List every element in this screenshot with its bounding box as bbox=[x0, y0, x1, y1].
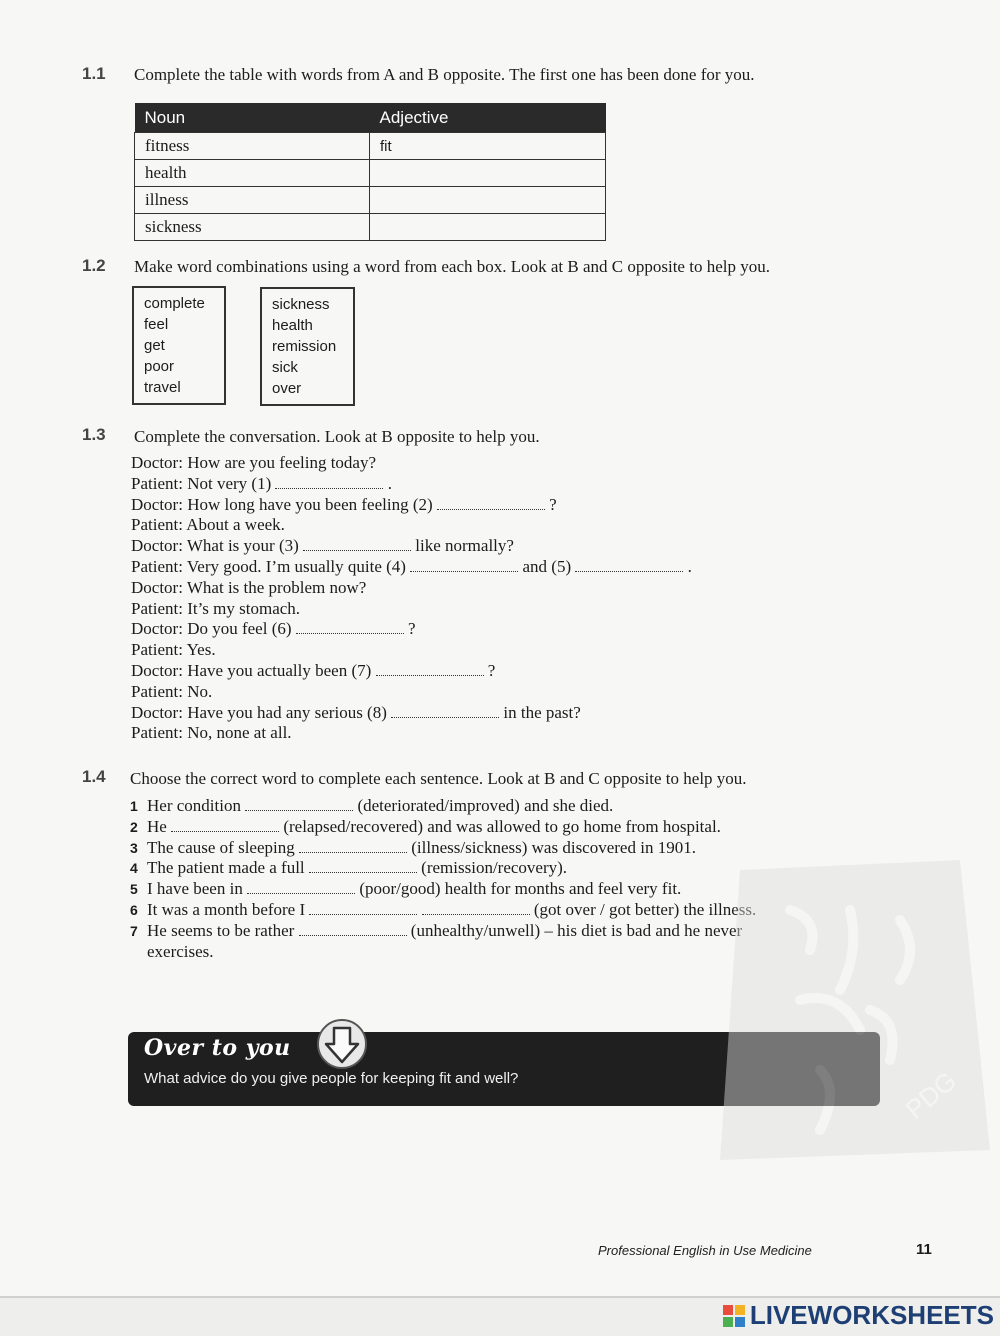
table-row bbox=[135, 187, 606, 214]
line-text: Have you actually been (7) bbox=[187, 660, 372, 680]
speaker: Patient: bbox=[131, 681, 183, 701]
word-box-2 bbox=[260, 287, 355, 406]
line-text: in the past? bbox=[503, 702, 581, 722]
sentence-text: Her condition bbox=[147, 796, 241, 815]
conversation-line bbox=[131, 536, 692, 557]
exercise-1-1-number: 1.1 bbox=[82, 64, 106, 83]
answer-input[interactable] bbox=[299, 840, 407, 853]
sentence-text: (deteriorated/improved) and she died. bbox=[357, 796, 614, 815]
line-text: Not very (1) bbox=[187, 473, 272, 493]
speaker: Patient: bbox=[131, 598, 183, 618]
word-box-item: poor bbox=[144, 358, 175, 375]
sentence-number: 3 bbox=[130, 839, 138, 856]
noun-adjective-table bbox=[134, 103, 606, 241]
banner-text: What advice do you give people for keeping fit and well? bbox=[144, 1070, 519, 1087]
word-box-item: sick bbox=[272, 359, 298, 376]
answer-input[interactable] bbox=[299, 923, 407, 936]
noun-cell: fitness bbox=[135, 133, 370, 160]
conversation-line bbox=[131, 515, 692, 536]
speaker: Doctor: bbox=[131, 702, 183, 722]
sentence-text: He seems to be rather bbox=[147, 920, 295, 940]
speaker: Patient: bbox=[131, 473, 183, 493]
word-box-item: health bbox=[272, 317, 313, 334]
gap-7-input[interactable] bbox=[376, 663, 484, 676]
answer-input[interactable] bbox=[245, 798, 353, 811]
line-text: Very good. I’m usually quite (4) bbox=[186, 556, 406, 576]
word-box-item: feel bbox=[144, 316, 169, 333]
sentence-text: (poor/good) health for months and feel very fit. bbox=[359, 879, 682, 899]
line-text: . bbox=[387, 473, 392, 493]
book-title: Professional English in Use Medicine bbox=[598, 1243, 812, 1258]
noun-cell: illness bbox=[135, 187, 370, 214]
answer-input[interactable] bbox=[309, 902, 417, 915]
sentence-text: (illness/sickness) was discovered in 1901. bbox=[411, 837, 696, 857]
table-row bbox=[135, 160, 606, 187]
sentence-number: 1 bbox=[130, 798, 138, 814]
conversation-line bbox=[131, 599, 692, 620]
word-box-item: sickness bbox=[272, 296, 330, 313]
line-text: What is the problem now? bbox=[186, 577, 367, 597]
speaker: Patient: bbox=[131, 556, 183, 576]
line-text: like normally? bbox=[415, 536, 514, 556]
line-text: Have you had any serious (8) bbox=[187, 702, 387, 722]
sentence-text: It was a month before I bbox=[147, 899, 306, 919]
sentence-text: (unhealthy/unwell) – his diet is bad and he never bbox=[410, 920, 743, 940]
seal-watermark bbox=[700, 850, 1000, 1170]
line-text: How are you feeling today? bbox=[187, 453, 377, 472]
sentence-text: exercises. bbox=[147, 941, 214, 961]
adjective-answer-input[interactable] bbox=[370, 214, 606, 241]
conversation-line bbox=[131, 495, 692, 516]
exercise-1-1-instruction: Complete the table with words from A and B opposite. The first one has been done for you. bbox=[134, 65, 755, 84]
table-row bbox=[135, 133, 606, 160]
sentence-number: 7 bbox=[130, 922, 138, 939]
gap-1-input[interactable] bbox=[275, 476, 383, 489]
line-text: Do you feel (6) bbox=[187, 619, 292, 639]
gap-4-input[interactable] bbox=[410, 559, 518, 572]
speaker: Doctor: bbox=[131, 619, 183, 639]
liveworksheets-logo[interactable] bbox=[723, 1300, 994, 1331]
line-text: Yes. bbox=[186, 640, 216, 660]
gap-3-input[interactable] bbox=[303, 538, 411, 551]
sentence-text: I have been in bbox=[147, 879, 243, 899]
speaker: Patient: bbox=[131, 640, 183, 660]
gap-8-input[interactable] bbox=[391, 705, 499, 718]
conversation-line bbox=[131, 578, 692, 599]
sentence-text: (relapsed/recovered) and was allowed to go home from hospital. bbox=[283, 816, 721, 836]
conversation-line bbox=[131, 703, 692, 724]
line-text: ? bbox=[549, 494, 557, 514]
conversation-line bbox=[131, 474, 692, 495]
line-text: No, none at all. bbox=[187, 723, 292, 743]
sentence-item bbox=[130, 796, 830, 817]
speaker: Doctor: bbox=[131, 536, 183, 556]
sentence-item bbox=[130, 817, 830, 838]
sentence-text: He bbox=[147, 816, 167, 836]
watermark-text: PDG bbox=[899, 1065, 963, 1125]
gap-5-input[interactable] bbox=[575, 559, 683, 572]
sentence-text: The patient made a full bbox=[147, 858, 305, 878]
table-header-adjective: Adjective bbox=[370, 103, 606, 133]
sentence-number: 6 bbox=[130, 901, 138, 918]
line-text: What is your (3) bbox=[186, 536, 299, 556]
down-arrow-icon bbox=[316, 1018, 368, 1070]
adjective-answer-input[interactable] bbox=[370, 187, 606, 214]
word-box-1 bbox=[132, 286, 226, 405]
banner-title: Over to you bbox=[144, 1035, 291, 1061]
speaker: Patient: bbox=[131, 515, 183, 535]
conversation-line bbox=[131, 640, 692, 661]
table-header-noun: Noun bbox=[135, 103, 370, 133]
line-text: No. bbox=[187, 681, 213, 701]
speaker: Doctor: bbox=[131, 453, 183, 472]
page-number: 11 bbox=[916, 1241, 932, 1258]
conversation bbox=[131, 453, 692, 744]
speaker: Doctor: bbox=[131, 577, 183, 597]
conversation-line bbox=[131, 557, 692, 578]
word-box-item: get bbox=[144, 337, 165, 354]
word-box-item: over bbox=[272, 380, 302, 397]
table-row bbox=[135, 214, 606, 241]
exercise-1-2-number: 1.2 bbox=[82, 256, 106, 275]
speaker: Doctor: bbox=[131, 660, 183, 680]
conversation-line bbox=[131, 661, 692, 682]
conversation-line bbox=[131, 453, 692, 474]
speaker: Doctor: bbox=[131, 494, 183, 514]
sentence-text: (remission/recovery). bbox=[421, 858, 568, 878]
word-box-item: remission bbox=[272, 338, 337, 355]
exercise-1-4-number: 1.4 bbox=[82, 767, 106, 786]
sentence-text: The cause of sleeping bbox=[147, 837, 295, 857]
noun-cell: health bbox=[135, 160, 370, 187]
line-text: ? bbox=[487, 660, 496, 680]
answer-input[interactable] bbox=[247, 881, 355, 894]
sentence-number: 2 bbox=[130, 818, 138, 835]
sentence-number: 5 bbox=[130, 881, 138, 898]
gap-2-input[interactable] bbox=[437, 497, 545, 510]
line-text: and (5) bbox=[522, 556, 572, 576]
line-text: It’s my stomach. bbox=[187, 598, 301, 618]
answer-input[interactable] bbox=[171, 819, 279, 832]
conversation-line bbox=[131, 723, 692, 744]
word-box-item: complete bbox=[144, 295, 205, 312]
line-text: . bbox=[687, 556, 692, 576]
answer-input[interactable] bbox=[309, 860, 417, 873]
word-box-item: travel bbox=[144, 379, 181, 396]
line-text: ? bbox=[408, 619, 416, 639]
line-text: About a week. bbox=[186, 515, 285, 535]
logo-text: LIVEWORKSHEETS bbox=[749, 1300, 994, 1330]
exercise-1-2-instruction: Make word combinations using a word from each box. Look at B and C opposite to help you. bbox=[134, 257, 770, 276]
speaker: Patient: bbox=[131, 723, 183, 743]
exercise-1-3-number: 1.3 bbox=[82, 425, 106, 444]
noun-cell: sickness bbox=[135, 214, 370, 241]
gap-6-input[interactable] bbox=[296, 621, 404, 634]
conversation-line bbox=[131, 619, 692, 640]
adjective-cell: fit bbox=[370, 133, 606, 160]
conversation-line bbox=[131, 682, 692, 703]
exercise-1-4-instruction: Choose the correct word to complete each sentence. Look at B and C opposite to help you. bbox=[130, 769, 747, 788]
sentence-number: 4 bbox=[130, 860, 138, 877]
answer-input[interactable] bbox=[422, 902, 530, 915]
logo-grid-icon bbox=[723, 1305, 745, 1327]
line-text: How long have you been feeling (2) bbox=[187, 494, 433, 514]
adjective-answer-input[interactable] bbox=[370, 160, 606, 187]
sentence-text: (got over / got better) the illness. bbox=[533, 899, 757, 919]
exercise-1-3-instruction: Complete the conversation. Look at B opposite to help you. bbox=[134, 427, 540, 446]
